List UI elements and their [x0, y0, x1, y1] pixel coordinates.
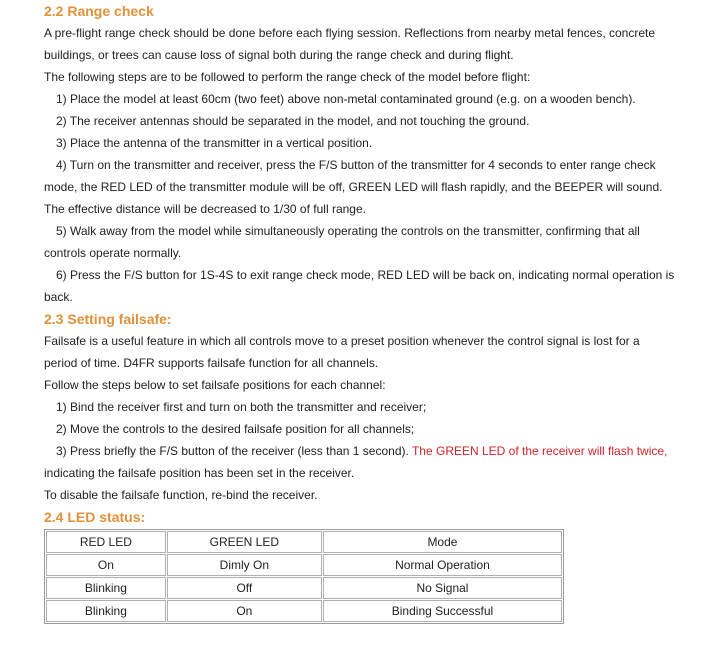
failsafe-step: 1) Bind the receiver first and turn on both the transmitter and receiver;	[56, 400, 427, 414]
failsafe-step-text: 3) Press briefly the F/S button of the receiver (less than 1 second).	[56, 444, 409, 458]
led-status-table	[44, 529, 564, 624]
range-check-heading: 2.2 Range check	[44, 3, 154, 19]
column-header: GREEN LED	[167, 531, 322, 553]
failsafe-section	[44, 308, 699, 506]
table-cell: On	[46, 554, 166, 576]
table-cell: On	[167, 600, 322, 622]
table-cell: Dimly On	[167, 554, 322, 576]
failsafe-step-continued: indicating the failsafe position has been set in the receiver.	[44, 466, 355, 480]
table-cell: Off	[167, 577, 322, 599]
table-row	[46, 577, 562, 599]
table-cell: No Signal	[323, 577, 562, 599]
column-header: RED LED	[46, 531, 166, 553]
failsafe-intro-line: period of time. D4FR supports failsafe function for all channels.	[44, 356, 379, 370]
range-check-step: 6) Press the F/S button for 1S-4S to exit range check mode, RED LED will be back on, indicating normal operation is	[56, 268, 675, 282]
range-check-step: 5) Walk away from the model while simultaneously operating the controls on the transmitter, confirming that all	[56, 224, 640, 238]
table-header-row	[46, 531, 562, 553]
failsafe-step	[44, 440, 699, 462]
range-check-step: 2) The receiver antennas should be separated in the model, and not touching the ground.	[56, 114, 530, 128]
table-cell: Binding Successful	[323, 600, 562, 622]
range-check-section	[44, 0, 699, 308]
table-cell: Blinking	[46, 577, 166, 599]
range-check-step-continued: The effective distance will be decreased to 1/30 of full range.	[44, 202, 366, 216]
range-check-intro-line: buildings, or trees can cause loss of signal both during the range check and during flight.	[44, 48, 514, 62]
range-check-step-continued: back.	[44, 290, 73, 304]
range-check-step: 4) Turn on the transmitter and receiver, press the F/S button of the transmitter for 4 seconds to enter range check	[56, 158, 656, 172]
table-cell: Blinking	[46, 600, 166, 622]
manual-page	[44, 0, 699, 624]
table-row	[46, 554, 562, 576]
led-status-section	[44, 506, 699, 624]
table-cell: Normal Operation	[323, 554, 562, 576]
failsafe-highlight-note: The GREEN LED of the receiver will flash twice,	[411, 444, 668, 458]
failsafe-intro-line: Failsafe is a useful feature in which all controls move to a preset position whenever the control signal is lost for a	[44, 334, 640, 348]
range-check-step: 1) Place the model at least 60cm (two feet) above non-metal contaminated ground (e.g. on a wooden bench).	[56, 92, 636, 106]
column-header: Mode	[323, 531, 562, 553]
range-check-intro-line: A pre-flight range check should be done before each flying session. Reflections from nearby metal fences, concrete	[44, 26, 656, 40]
range-check-step-continued: controls operate normally.	[44, 246, 182, 260]
led-status-heading: 2.4 LED status:	[44, 509, 146, 525]
failsafe-heading: 2.3 Setting failsafe:	[44, 311, 172, 327]
range-check-intro-line: The following steps are to be followed to perform the range check of the model before flight:	[44, 70, 531, 84]
range-check-step-continued: mode, the RED LED of the transmitter module will be off, GREEN LED will flash rapidly, and the BEEPER will sound.	[44, 180, 663, 194]
table-row	[46, 600, 562, 622]
range-check-step: 3) Place the antenna of the transmitter in a vertical position.	[56, 136, 373, 150]
failsafe-step: 2) Move the controls to the desired failsafe position for all channels;	[56, 422, 415, 436]
failsafe-intro-line: Follow the steps below to set failsafe positions for each channel:	[44, 378, 386, 392]
failsafe-outro-line: To disable the failsafe function, re-bind the receiver.	[44, 488, 318, 502]
